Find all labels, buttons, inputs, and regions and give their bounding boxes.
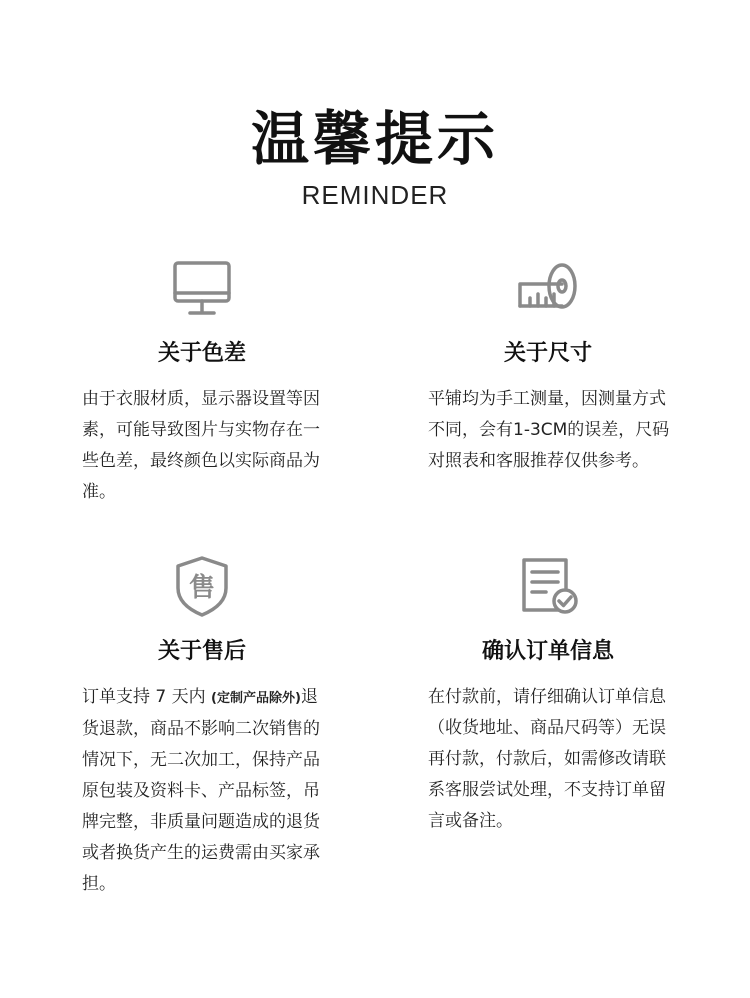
- section-body-aftersales-wrap: [82, 682, 326, 900]
- tape-measure-icon: [516, 258, 580, 322]
- after-sales-shield-icon: [170, 554, 234, 618]
- section-heading-aftersales: 关于售后: [157, 639, 246, 664]
- shield-glyph: 售: [188, 573, 216, 603]
- section-heading-size: 关于尺寸: [503, 341, 592, 366]
- section-body-aftersales: 退货退款，商品不影响二次销售的情况下，无二次加工，保持产品原包装及资料卡、产品标签，吊牌完整，非质量问题造成的退货或者换货产生的运费需由买家承担。: [82, 687, 320, 894]
- section-body-aftersales-lead: 订单支持 7 天内: [82, 687, 206, 707]
- page-subtitle: REMINDER: [301, 180, 449, 210]
- monitor-icon: [170, 258, 234, 322]
- order-confirm-icon: [516, 554, 580, 618]
- section-body-confirm: 在付款前，请仔细确认订单信息（收货地址、商品尺码等）无误再付款，付款后，如需修改请联系客服尝试处理，不支持订单留言或备注。: [428, 687, 666, 831]
- section-body-size: 平铺均为手工测量，因测量方式不同，会有1-3CM的误差，尺码对照表和客服推荐仅供参考。: [428, 389, 670, 471]
- section-body-color: 由于衣服材质，显示器设置等因素，可能导致图片与实物存在一些色差，最终颜色以实际商品为准。: [82, 389, 320, 502]
- section-heading-confirm: 确认订单信息: [481, 639, 614, 664]
- section-body-aftersales-note: (定制产品除外): [211, 691, 301, 706]
- section-heading-color: 关于色差: [157, 341, 246, 366]
- page-title: 温馨提示: [250, 105, 499, 173]
